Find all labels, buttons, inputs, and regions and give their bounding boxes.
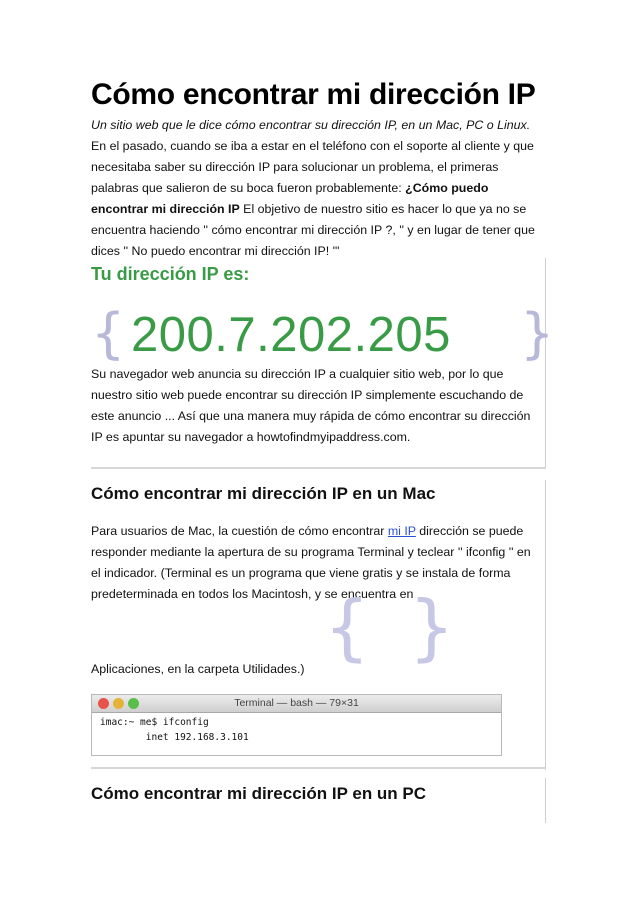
decorative-braces: { } (324, 585, 463, 669)
intro-text-2: El objetivo de nuestro sitio es hacer lo que ya no se encuentra haciendo '' cómo encontrar mi dirección IP ?, '' y en lugar de tener que dices '' No puedo encontrar mi dirección IP! '" (91, 202, 535, 258)
section-divider (91, 767, 546, 769)
section-divider-vertical (545, 480, 546, 770)
terminal-line-2: inet 192.168.3.101 (100, 732, 249, 743)
terminal-line-1: imac:~ me$ ifconfig (100, 717, 209, 728)
intro-paragraph (91, 115, 547, 262)
brace-close: } (520, 302, 555, 365)
brace-open: { (91, 302, 126, 365)
pc-heading: Cómo encontrar mi dirección IP en un PC (91, 784, 427, 803)
intro-italic: Un sitio web que le dice cómo encontrar su dirección IP, en un Mac, PC o Linux. (91, 118, 531, 132)
mac-paragraph-end: Aplicaciones, en la carpeta Utilidades.) (91, 662, 305, 676)
intro-bold: ¿Cómo puedo encontrar mi dirección IP (91, 181, 489, 216)
terminal-output (92, 713, 501, 747)
page-title: Cómo encontrar mi dirección IP (91, 78, 536, 111)
terminal-title-bar (92, 695, 501, 713)
mac-paragraph (91, 521, 543, 605)
ip-description: Su navegador web anuncia su dirección IP a cualquier sitio web, por lo que nuestro sitio web puede encontrar su dirección IP simplemente escuchando de este anuncio ... Así que una manera muy rápida de cómo encontrar su dirección IP es apuntar su navegador a howtofindmyipaddress.com. (91, 367, 531, 444)
terminal-title: Terminal — bash — 79×31 (234, 697, 359, 709)
intro-text: En el pasado, cuando se iba a estar en el teléfono con el soporte al cliente y que necesitaba saber su dirección IP para solucionar un problema, el primeras palabras que salieron de su boca fueron probablemente: (91, 139, 534, 195)
ip-address: 200.7.202.205 (131, 308, 451, 362)
mac-text-after: dirección se puede responder mediante la apertura de su programa Terminal y teclear '' ifconfig '' en el indicador. (Terminal es un programa que viene gratis y se instala de forma predeterminada en todos los Macintosh, y se encuentra en (91, 524, 531, 601)
ip-heading: Tu dirección IP es: (91, 264, 250, 284)
my-ip-link[interactable]: mi IP (387, 524, 416, 538)
section-divider (91, 467, 546, 469)
mac-heading: Cómo encontrar mi dirección IP en un Mac (91, 484, 436, 503)
section-divider-vertical (545, 778, 546, 823)
mac-text-before: Para usuarios de Mac, la cuestión de cómo encontrar (91, 524, 388, 538)
terminal-screenshot (91, 694, 502, 756)
